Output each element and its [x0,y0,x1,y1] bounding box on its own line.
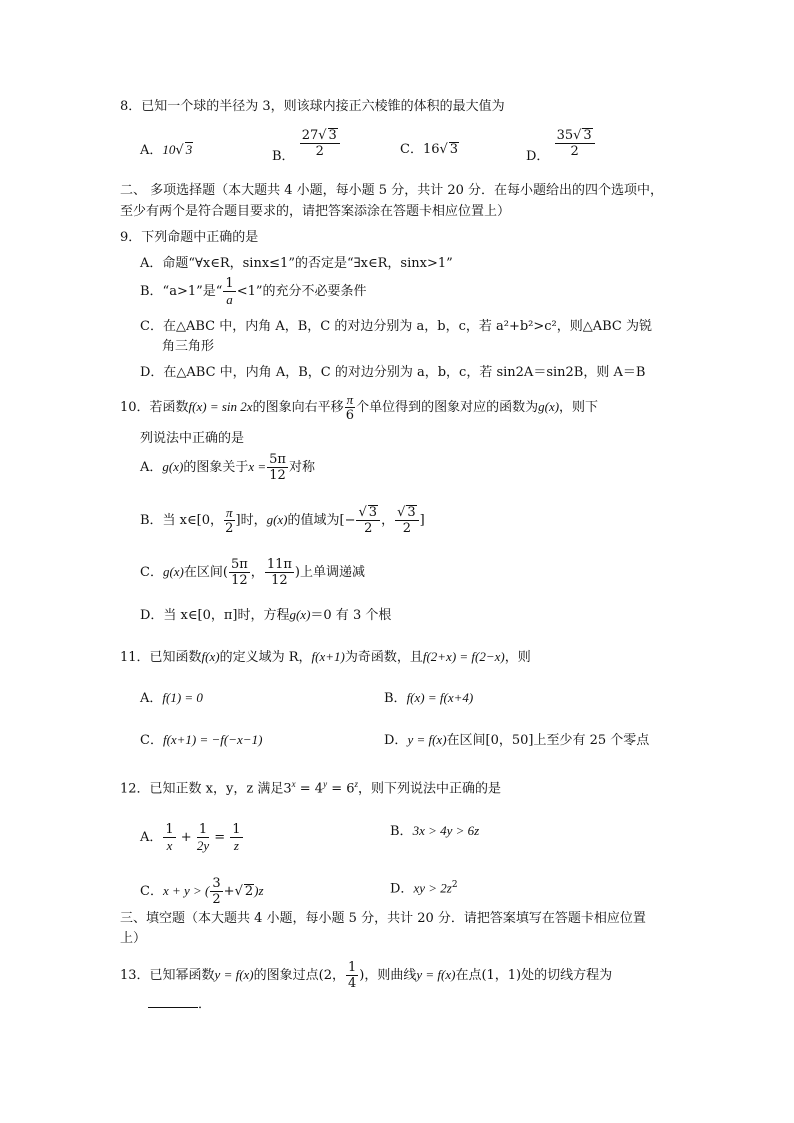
q9-stem: 9．下列命题中正确的是 [120,230,259,245]
q12-option-a: A． $\frac{1}{x}$ + $\frac{1}{2y}$ = $\frac{1}{z}$ [140,822,241,853]
q10-option-d: D．当 x∈[0，π]时，方程g(x)＝0 有 3 个根 [140,607,392,623]
section2-heading-line1: 二、 多项选择题（本大题共 4 小题，每小题 5 分，共计 20 分．在每小题给出的四个选项中， [120,183,664,198]
q12-stem: 12．已知正数 x，y，z 满足$3^x = 4^y = 6^z$，则下列说法中正确的是 [120,779,502,797]
q13-stem: 13．已知幂函数y = f(x)的图象过点(2， $\frac{1}{4}$ )，则曲线y = f(x)在点(1，1)处的切线方程为 [120,960,613,991]
q10-stem-line1: 10．若函数f(x) = sin 2x的图象向右平移 $\frac{\pi}{6}$ 个单位得到的图象对应的函数为g(x)，则下 [120,392,599,423]
q12-option-b: B．3x > 4y > 6z [390,823,480,839]
q9-option-c-line1: C．在△ABC 中，内角 A，B，C 的对边分别为 a，b，c，若 a²+b²>c²，则△ABC 为锐 [140,319,653,334]
q11-option-d: D．y = f(x)在区间[0，50]上至少有 25 个零点 [384,732,650,748]
q10-stem-line2: 列说法中正确的是 [140,431,245,446]
q13-answer-blank: ． [148,996,211,1014]
q11-option-b: B．f(x) = f(x+4) [384,690,474,706]
q8-option-b: B． $\frac{27√ 3}{2}$ [272,128,341,159]
q11-option-c: C．f(x+1) = −f(−x−1) [140,732,263,748]
q11-option-a: A．f(1) = 0 [140,690,203,706]
q9-option-d: D．在△ABC 中，内角 A，B，C 的对边分别为 a，b，c，若 sin2A＝sin2B，则 A＝B [140,365,646,380]
q12-option-c: C．x + y > ( $\frac{3}{2}$ +√ 2)z [140,876,264,907]
q8-option-c: C．16√ 3 [400,142,459,157]
q9-option-b: B．“a>1”是“ $\frac{1}{a}$ <1”的充分不必要条件 [140,276,367,307]
section2-heading-line2: 至少有两个是符合题目要求的，请把答案添涂在答题卡相应位置上） [120,204,511,219]
q8-option-a: A．10√ 3 [140,142,193,158]
answer-blank-line [148,1007,198,1008]
q10-option-b: B．当 x∈[0， $\frac{\pi}{2}$ ]时，g(x)的值域为[− $\frac{√ 3}{2}$ ， $\frac{√ 3}{2}$ ] [140,505,425,536]
q8-stem: 8．已知一个球的半径为 3，则该球内接正六棱锥的体积的最大值为 [120,99,505,114]
q9-option-a: A．命题“∀x∈R，sinx≤1”的否定是“∃x∈R，sinx>1” [140,256,453,271]
section3-heading-line1: 三、填空题（本大题共 4 小题，每小题 5 分，共计 20 分．请把答案填写在答题卡相应位置 [120,911,646,926]
q12-option-d: D．xy > $2z^2$ [390,880,458,897]
q10-option-a: A．g(x)的图象关于x = $\frac{5\pi}{12}$ 对称 [140,452,315,483]
q10-option-c: C．g(x)在区间( $\frac{5\pi}{12}$ ， $\frac{11\pi}{12}$ )上单调递减 [140,557,365,588]
q9-option-c-line2: 角三角形 [162,339,215,354]
q11-stem: 11．已知函数f(x)的定义域为 R，f(x+1)为奇函数，且f(2+x) = f(2−x)，则 [120,649,531,665]
q8-option-d: D． $\frac{35√ 3}{2}$ [526,128,596,159]
section3-heading-line2: 上） [120,931,147,946]
